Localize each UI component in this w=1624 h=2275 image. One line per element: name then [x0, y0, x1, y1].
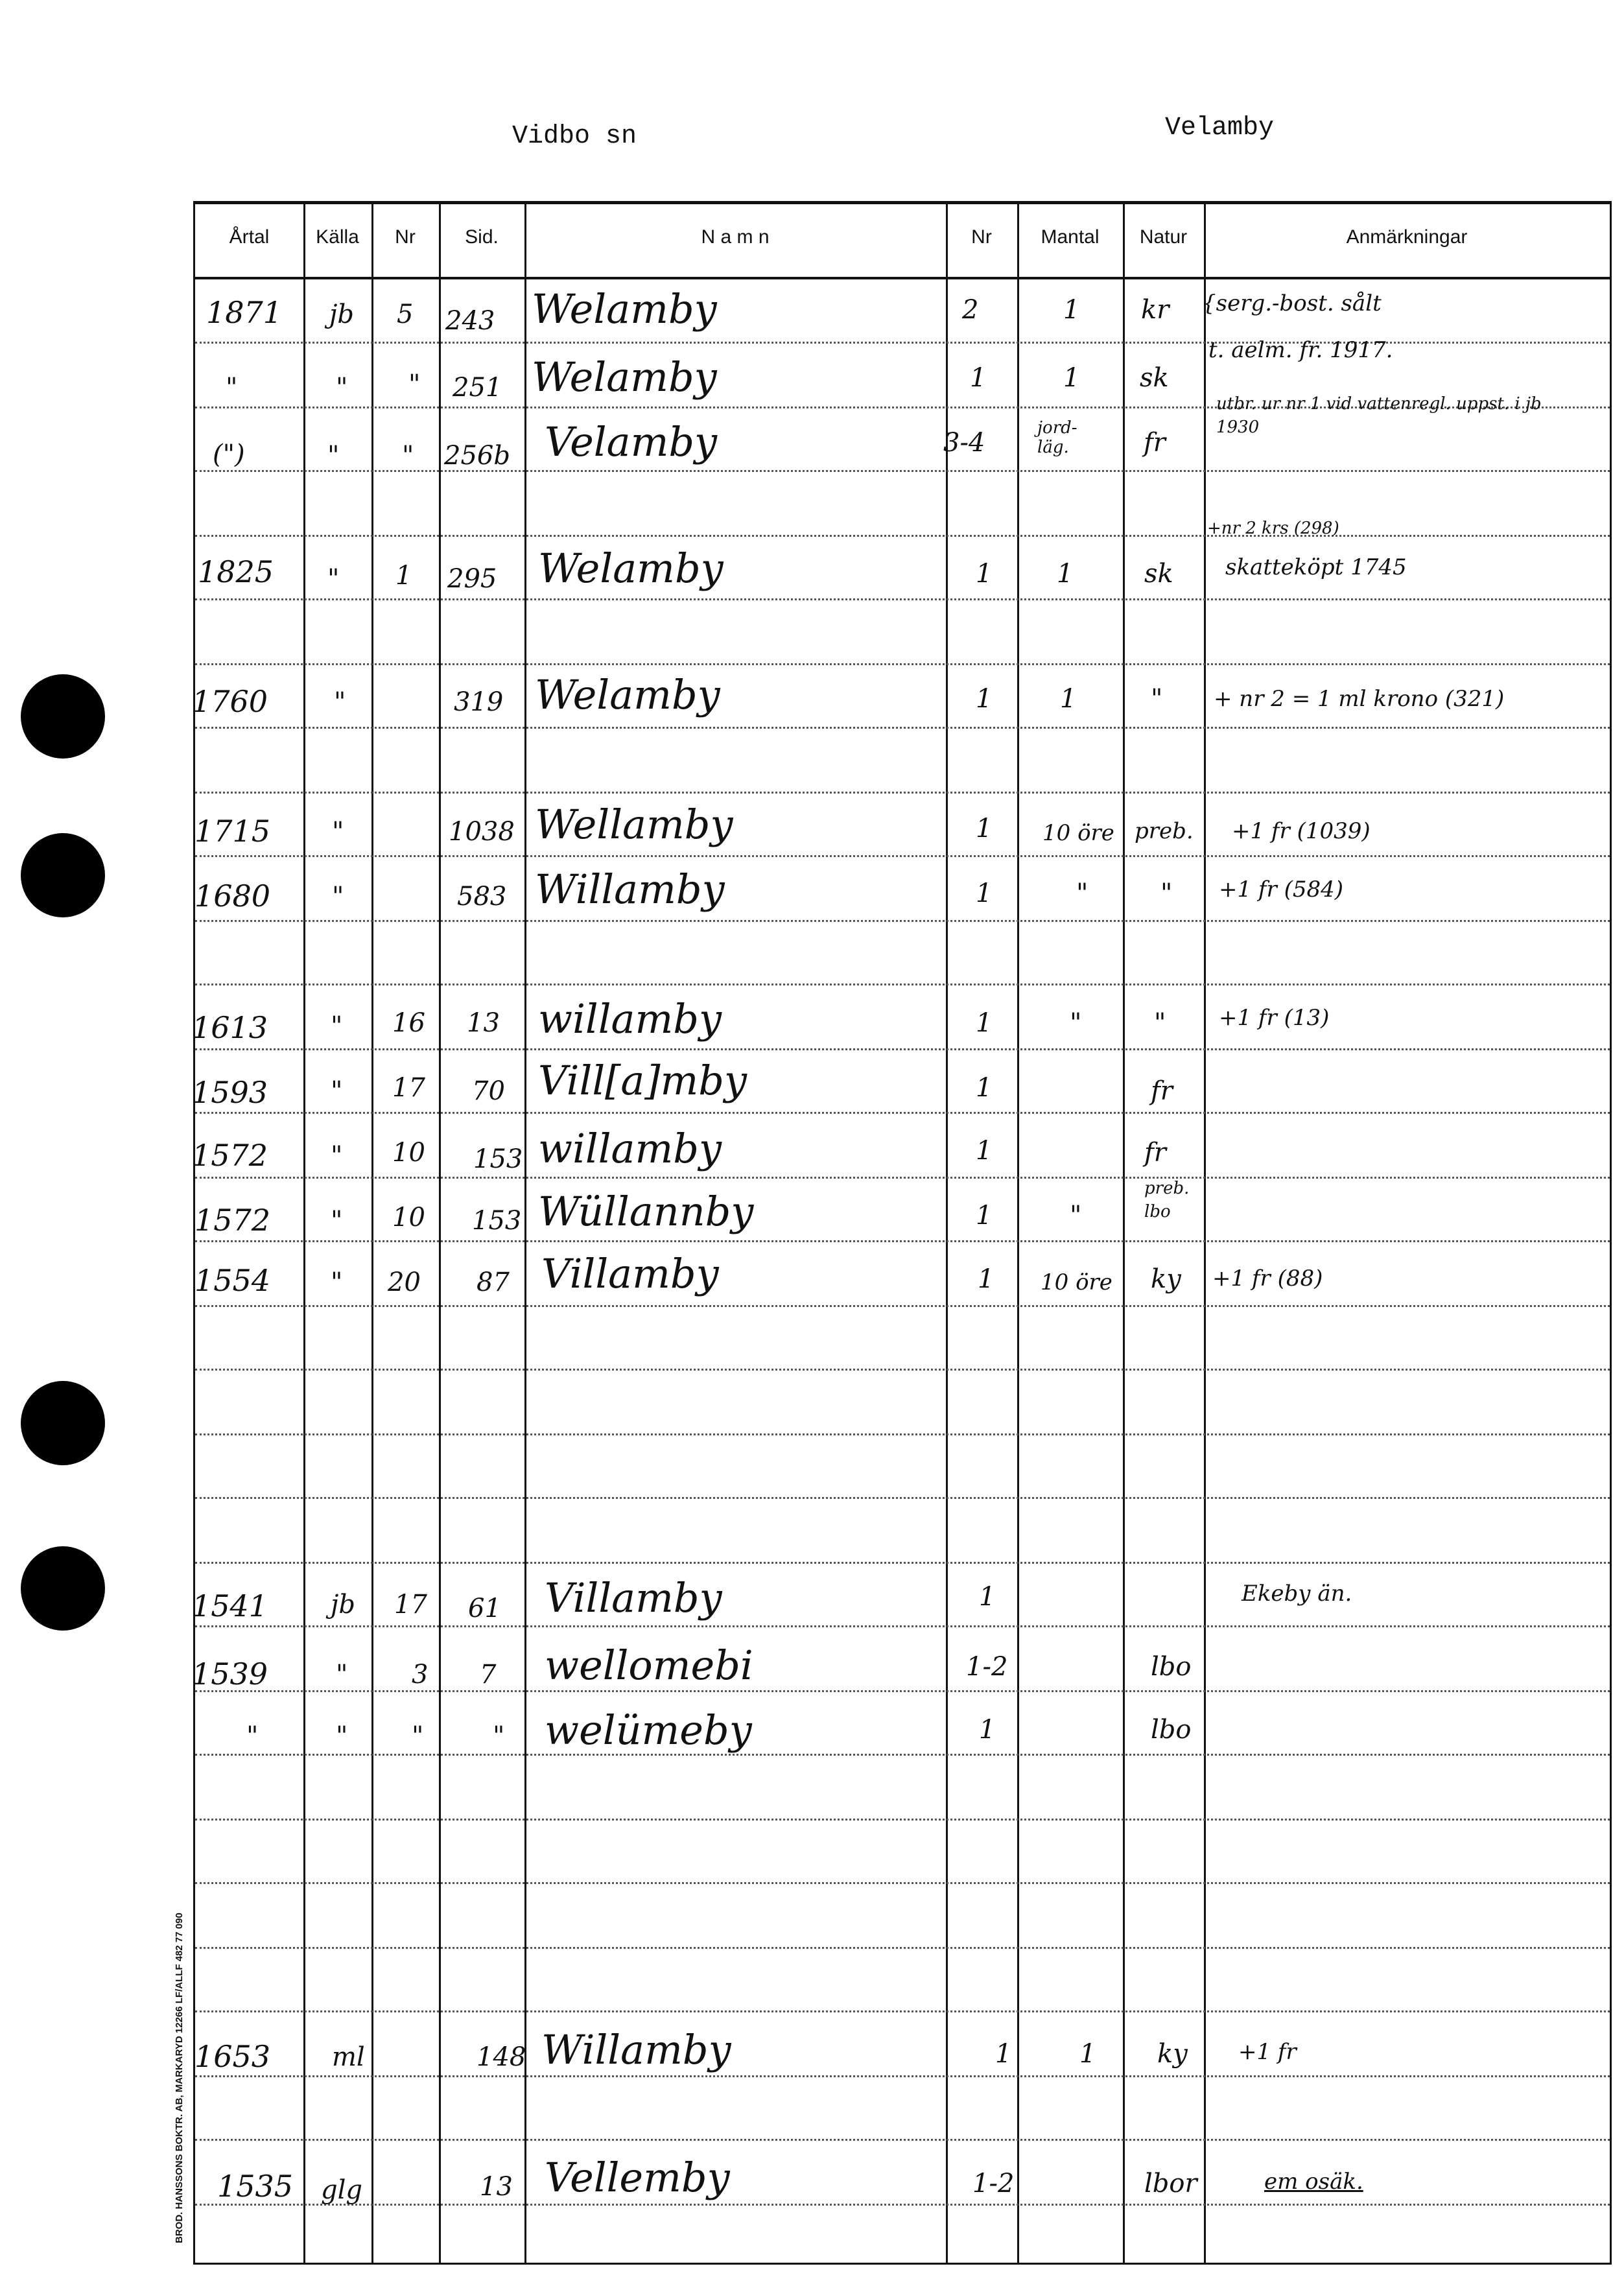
entry-name: welümeby [545, 1706, 752, 1754]
entry-natur: preb. [1135, 818, 1194, 844]
entry-nr2: 1 [976, 878, 993, 908]
entry-nr2: 1 [976, 1201, 993, 1231]
entry-name: Welamby [532, 285, 717, 333]
entry-natur: lbor [1144, 2169, 1197, 2198]
entry-sid: 243 [445, 306, 495, 336]
entry-nr: 1 [395, 561, 412, 591]
col-nr2: Nr [971, 226, 992, 248]
entry-nr: 17 [394, 1590, 427, 1620]
entry-year: 1539 [192, 1656, 268, 1692]
entry-sid: 295 [447, 564, 497, 594]
entry-sid: " [493, 1721, 505, 1751]
entry-source: " [336, 1660, 348, 1690]
col-nr: Nr [395, 226, 416, 248]
entry-source: " [331, 1267, 343, 1297]
entry-name: Welamby [532, 353, 717, 401]
entry-sid: 7 [480, 1660, 497, 1690]
col-mantal: Mantal [1041, 226, 1100, 248]
entry-note: skatteköpt 1745 [1225, 554, 1407, 580]
entry-natur: sk [1140, 363, 1169, 393]
entry-note: +1 fr (584) [1219, 877, 1343, 902]
entry-source: " [331, 1141, 343, 1171]
entry-natur: " [1151, 684, 1163, 714]
entry-note: Ekeby än. [1242, 1581, 1352, 1607]
entry-year: 1825 [198, 554, 274, 589]
entry-year: 1613 [192, 1010, 268, 1045]
entry-nr: " [408, 370, 421, 399]
entry-note: +1 fr [1238, 2039, 1297, 2065]
entry-source: " [331, 1206, 343, 1236]
entry-year: 1535 [217, 2169, 294, 2204]
entry-source: " [327, 564, 340, 594]
entry-sid: 153 [472, 1206, 522, 1236]
entry-nr2: 1 [976, 559, 993, 589]
entry-nr: 5 [397, 300, 414, 329]
entry-source: " [332, 817, 344, 847]
printer-imprint: BROD. HANSSONS BOKTR. AB, MARKARYD 12266 LF/ALLF 482 77 090 [174, 1913, 185, 2243]
entry-source: jb [331, 1590, 356, 1620]
entry-nr: 17 [392, 1073, 425, 1103]
entry-nr: 10 [392, 1138, 425, 1168]
entry-year: 1760 [192, 684, 268, 719]
entry-source: " [336, 1721, 348, 1751]
entry-year: 1715 [194, 814, 271, 849]
entry-name: willamby [538, 995, 722, 1043]
entry-natur: " [1160, 878, 1173, 908]
entry-nr: 3 [412, 1660, 429, 1690]
entry-natur: lbo [1151, 1715, 1192, 1745]
entry-note: + nr 2 = 1 ml krono (321) [1214, 686, 1505, 712]
entry-year: 1541 [192, 1588, 268, 1623]
entry-nr2: 1 [976, 814, 993, 843]
entry-sid: 251 [453, 373, 502, 403]
entry-year: " [246, 1721, 259, 1751]
entry-note: t. aelm. fr. 1917. [1208, 337, 1393, 363]
entry-name: Willamby [541, 2026, 731, 2073]
entry-natur: " [1154, 1008, 1166, 1038]
entry-nr: 10 [392, 1203, 425, 1232]
entry-name: Welamby [535, 671, 720, 718]
entry-mantal: 1 [1057, 559, 1074, 589]
entry-note: {serg.-bost. sålt [1202, 290, 1382, 316]
entry-mantal: 10 öre [1041, 1269, 1112, 1295]
entry-nr2: 1 [979, 1582, 996, 1612]
entry-natur: ky [1151, 1264, 1181, 1294]
entry-sid: 61 [468, 1594, 501, 1623]
entry-nr: " [412, 1721, 424, 1751]
entry-natur: preb. lbo [1144, 1179, 1190, 1221]
entry-mantal: 10 öre [1042, 820, 1114, 846]
entry-name: willamby [538, 1125, 722, 1172]
entry-natur: fr [1144, 1138, 1166, 1168]
entry-year: 1680 [194, 878, 271, 914]
entry-mantal: 1 [1079, 2039, 1096, 2069]
entry-mantal: " [1070, 1201, 1082, 1231]
entry-mantal: 1 [1063, 363, 1080, 393]
entry-sid: 153 [473, 1144, 523, 1174]
entry-year: " [226, 373, 238, 403]
col-artal: Årtal [229, 226, 270, 248]
entry-nr2: 1 [979, 1715, 996, 1745]
entry-sid: 583 [457, 882, 507, 912]
entry-source: " [332, 882, 344, 912]
entry-year: 1871 [206, 295, 283, 330]
entry-note: +1 fr (13) [1219, 1005, 1330, 1031]
entry-sid: 70 [472, 1076, 505, 1106]
entry-name: Willamby [535, 866, 725, 913]
entry-source: " [331, 1076, 343, 1106]
entry-nr2: 2 [962, 295, 979, 325]
entry-mantal: 1 [1063, 295, 1080, 325]
entry-nr2: 1 [970, 363, 987, 393]
entry-natur: lbo [1151, 1652, 1192, 1682]
entry-nr2: 1 [976, 1073, 993, 1103]
entry-year: 1593 [192, 1075, 268, 1110]
entry-mantal: jord-läg. [1037, 418, 1077, 457]
entry-source: " [334, 687, 346, 717]
entry-mantal: " [1070, 1008, 1082, 1038]
entry-nr2: 1 [976, 1136, 993, 1166]
entry-source: glg [321, 2175, 363, 2205]
entry-natur: fr [1144, 428, 1166, 458]
entry-year: 1554 [194, 1263, 271, 1298]
entry-nr: 16 [392, 1008, 425, 1038]
col-anm: Anmärkningar [1346, 226, 1468, 248]
entry-nr2: 1-2 [966, 1652, 1008, 1682]
entry-nr2: 1-2 [972, 2169, 1015, 2198]
entry-nr: " [402, 441, 414, 471]
entry-nr2: 1 [995, 2039, 1012, 2069]
entry-sid: 13 [467, 1008, 500, 1038]
entry-year: 1572 [194, 1203, 271, 1238]
entry-name: Wüllannby [538, 1188, 754, 1235]
entry-sid: 256b [444, 441, 510, 471]
entry-mantal: " [1076, 878, 1089, 908]
parish-title: Vidbo sn [512, 122, 637, 151]
entry-source: " [336, 373, 348, 403]
entry-natur: sk [1144, 559, 1173, 589]
entry-name: wellomebi [545, 1642, 753, 1689]
punch-hole [21, 1381, 105, 1465]
entry-source: " [331, 1011, 343, 1041]
entry-year: 1572 [192, 1138, 268, 1173]
entry-name: Vellemby [545, 2154, 730, 2201]
entry-natur: kr [1141, 295, 1170, 325]
col-sid: Sid. [465, 226, 499, 248]
entry-sid: 13 [480, 2172, 513, 2202]
entry-mantal: 1 [1060, 684, 1077, 714]
entry-sid: 148 [477, 2042, 526, 2072]
punch-hole [21, 674, 105, 759]
entry-nr: 20 [388, 1267, 421, 1297]
entry-source: jb [329, 300, 355, 329]
village-title: Velamby [1165, 113, 1275, 143]
entry-name: Welamby [538, 545, 724, 592]
col-kalla: Källa [316, 226, 359, 248]
entry-sid: 87 [477, 1267, 510, 1297]
entry-source: ml [332, 2042, 365, 2072]
entry-year: 1653 [194, 2039, 271, 2074]
entry-natur: ky [1157, 2039, 1188, 2069]
entry-name: Velamby [545, 418, 718, 466]
entry-note: em osäk. [1264, 2169, 1363, 2195]
entry-name: Villamby [545, 1574, 722, 1621]
entry-source: " [327, 441, 340, 471]
entry-sid: 319 [454, 687, 504, 717]
col-namn: N a m n [701, 226, 770, 248]
entry-year: (") [213, 440, 245, 469]
entry-sid: 1038 [449, 817, 515, 847]
entry-note: +1 fr (1039) [1232, 818, 1371, 844]
entry-natur: fr [1151, 1076, 1173, 1106]
punch-hole [21, 833, 105, 917]
entry-nr2: 3-4 [943, 428, 985, 458]
entry-name: Wellamby [535, 801, 733, 848]
entry-nr2: 1 [976, 684, 993, 714]
entry-nr2: 1 [976, 1008, 993, 1038]
entry-name: Vill[a]mby [538, 1057, 747, 1104]
entry-name: Villamby [541, 1250, 719, 1297]
entry-note: utbr. ur nr 1 vid vattenregl. uppst. i jb 1930 [1216, 394, 1542, 437]
entry-note: +nr 2 krs (298) [1207, 519, 1339, 538]
entry-nr2: 1 [978, 1264, 994, 1294]
register-form [193, 201, 1612, 2265]
punch-hole [21, 1546, 105, 1631]
entry-note: +1 fr (88) [1212, 1266, 1323, 1291]
col-natur: Natur [1139, 226, 1188, 248]
